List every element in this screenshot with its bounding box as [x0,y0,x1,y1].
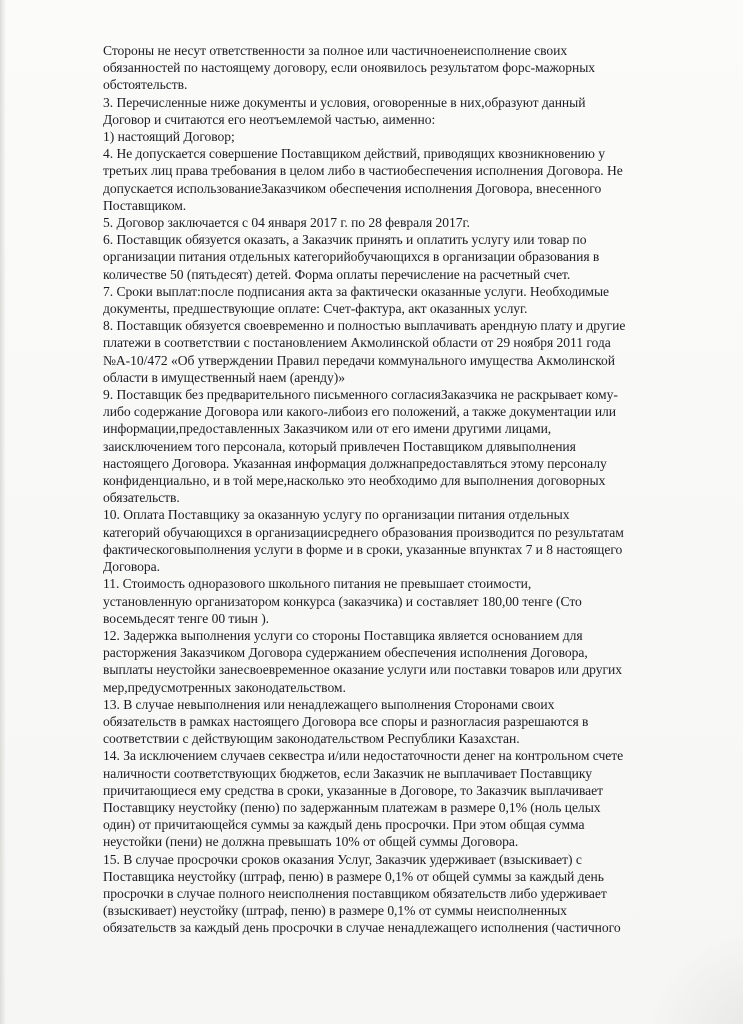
text-line: 10. Оплата Поставщику за оказанную услугу по организации питания отдельных [103,507,570,523]
text-line: расторжения Заказчиком Договора судержанием обеспечения исполнения Договора, [103,645,588,661]
text-line: фактическоговыполнения услуги в форме и в сроки, указанные впунктах 7 и 8 настоящего [103,541,623,557]
text-line: наличности соответствующих бюджетов, если Заказчик не выплачивает Поставщику [103,765,592,781]
text-line: соответствии с действующим законодательством Республики Казахстан. [103,731,520,747]
text-line: 6. Поставщик обязуется оказать, а Заказчик принять и оплатить услугу или товар по [103,232,587,248]
text-line: (взыскивает) неустойку (штраф, пеню) в размере 0,1% от суммы неисполненных [103,903,567,919]
text-line: обстоятельств. [103,77,188,93]
text-line: 7. Сроки выплат:после подписания акта за фактически оказанные услуги. Необходимые [103,283,610,299]
text-line: платежи в соответствии с постановлением Акмолинской области от 29 ноября 2011 года [103,335,611,351]
text-line: области в имущественный наем (аренду)» [103,369,346,385]
document-body [103,42,678,937]
text-line: документы, предшествующие оплате: Счет-фактура, акт оказанных услуг. [103,301,528,317]
text-line: категорий обучающихся в организациисреднего образования производится по результатам [103,524,624,540]
text-line: №А-10/472 «Об утверждении Правил передачи коммунального имущества Акмолинской [103,352,615,368]
text-line: настоящего Договора. Указанная информация должнапредоставляться этому персоналу [103,455,607,471]
text-line: один) от причитающейся суммы за каждый день просрочки. При этом общая сумма [103,817,585,833]
text-line: 14. За исключением случаев секвестра и/или недостаточности денег на контрольном счете [103,748,624,764]
text-line: причитающиеся ему средства в сроки, указанные в Договоре, то Заказчик выплачивает [103,782,604,798]
text-line: Стороны не несут ответственности за полное или частичноенеисполнение своих [103,43,568,58]
text-line: Поставщику неустойку (пеню) по задержанным платежам в размере 0,1% (ноль целых [103,799,601,815]
text-line: информации,предоставленных Заказчиком или от его имени другими лицами, [103,421,552,437]
text-line: Поставщиком. [103,197,187,213]
text-line: допускается использованиеЗаказчиком обеспечения исполнения Договора, внесенного [103,180,602,196]
text-line: выплаты неустойки занесвоевременное оказание услуги или поставки товаров или других [103,662,622,678]
text-line: 13. В случае невыполнения или ненадлежащего выполнения Сторонами своих [103,696,555,712]
text-line: 8. Поставщик обязуется своевременно и полностью выплачивать арендную плату и другие [103,318,626,334]
text-line: обязанностей по настоящему договору, если оноявилось результатом форс-мажорных [103,60,596,76]
text-line: Договор и считаются его неотъемлемой частью, аименно: [103,111,436,127]
text-line: восемьдесят тенге 00 тиын ). [103,610,270,626]
text-line: 5. Договор заключается с 04 января 2017 г. по 28 февраля 2017г. [103,215,470,231]
text-line: 12. Задержка выполнения услуги со стороны Поставщика является основанием для [103,627,583,643]
text-line: 11. Стоимость одноразового школьного питания не превышает стоимости, [103,576,532,592]
text-line: конфиденциально, и в той мере,насколько это необходимо для выполнения договорных [103,473,606,489]
text-line: организации питания отдельных категорийобучающихся в организации образования в [103,249,600,265]
text-line: неустойки (пени) не должна превышать 10% от общей суммы Договора. [103,834,519,850]
scan-corner-shadow [643,924,743,1024]
text-line: мер,предусмотренных законодательством. [103,679,346,695]
text-line: установленную организатором конкурса (заказчика) и составляет 180,00 тенге (Сто [103,593,582,609]
text-line: обязательств. [103,490,180,506]
text-line: 15. В случае просрочки сроков оказания Услуг, Заказчик удерживает (взыскивает) с [103,851,582,867]
text-line: 4. Не допускается совершение Поставщиком действий, приводящих квозникновению у [103,146,605,162]
text-line: количестве 50 (пятьдесят) детей. Форма оплаты перечисление на расчетный счет. [103,266,571,282]
text-line: Поставщика неустойку (штраф, пеню) в размере 0,1% от общей суммы за каждый день [103,868,604,884]
scan-edge-shadow [0,0,6,1024]
text-line: обязательств за каждый день просрочки в случае ненадлежащего исполнения (частичного [103,920,621,936]
text-line: третьих лиц права требования в целом либо в частиобеспечения исполнения Договора. Не [103,163,623,179]
text-line: 9. Поставщик без предварительного письменного согласияЗаказчика не раскрывает кому- [103,387,618,403]
text-line: 1) настоящий Договор; [103,129,235,145]
text-line: либо содержание Договора или какого-либоиз его положений, а также документации или [103,404,617,420]
text-line: заисключением того персонала, который привлечен Поставщиком длявыполнения [103,438,576,454]
text-line: Договора. [103,559,161,575]
text-line: просрочки в случае полного неисполнения поставщиком обязательств либо удерживает [103,885,607,901]
text-line: 3. Перечисленные ниже документы и условия, оговоренные в них,образуют данный [103,94,586,110]
text-line: обязательств в рамках настоящего Договора все споры и разногласия разрешаются в [103,713,589,729]
